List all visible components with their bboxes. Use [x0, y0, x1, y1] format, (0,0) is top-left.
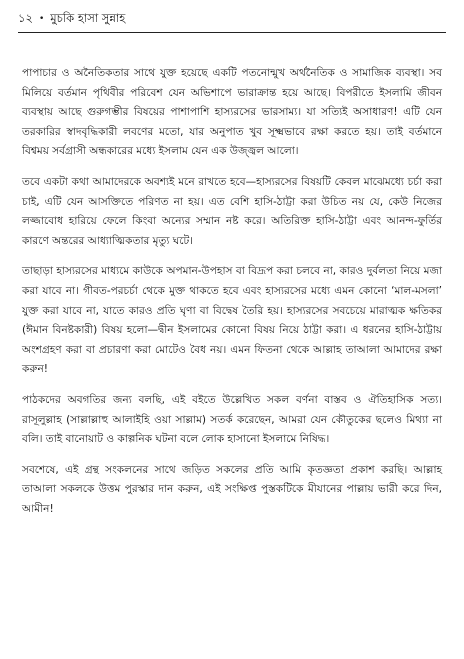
- paragraph-3: তাছাড়া হাস্যরসের মাধ্যমে কাউকে অপমান-উপহাস বা বিদ্রূপ করা চলবে না, কারও দুর্বলতা নিয়ে মজা করা যাবে না। গীবত-পরচর্চা থেকে মুক্ত থাকতে হবে এবং হাস্যরসের মধ্যে এমন কোনো ‘মাল-মসলা’ যুক্ত করা যাবে না, যাতে কারও প্রতি ঘৃণা বা বিদ্বেষ তৈরি হয়। হাস্যরসের সবচেয়ে মারাত্মক ক্ষতিকর (ঈমান বিনষ্টকারী) বিষয় হলো—দ্বীন ইসলামের কোনো বিষয় নিয়ে ঠাট্টা করা। এ ধরনের হাসি-ঠাট্টায় অংশগ্রহণ করা বা প্রচারণা করা মোটেও বৈধ নয়। এমন ফিতনা থেকে আল্লাহ তাআলা আমাদের রক্ষা করুন!: [22, 265, 442, 376]
- paragraph-4: পাঠকদের অবগতির জন্য বলছি, এই বইতে উল্লেখিত সকল বর্ণনা বাস্তব ও ঐতিহাসিক সত্য। রাসূলুল্লাহ (সাল্লাল্লাহু আলাইহি ওয়া সাল্লাম) সতর্ক করেছেন, আমরা যেন কৌতুকের ছলেও মিথ্যা না বলি। তাই বানোয়াট ও কাল্পনিক ঘটনা বলে লোক হাসানো ইসলামে নিষিদ্ধ।: [22, 393, 442, 446]
- body-text: [22, 64, 442, 530]
- book-title: মুচকি হাসা সুন্নাহ: [50, 10, 126, 25]
- bullet-separator: •: [38, 14, 45, 24]
- page-number: ১২: [18, 10, 33, 25]
- running-head: [18, 10, 446, 28]
- page: [18, 10, 446, 41]
- paragraph-1: পাপাচার ও অনৈতিকতার সাথে যুক্ত হয়েছে একটি পতনোন্মুখ অর্থনৈতিক ও সামাজিক ব্যবস্থা। সব মিলিয়ে বর্তমান পৃথিবীর পরিবেশ যেন অভিশাপে ভারাক্রান্ত হয়ে আছে। বিপরীতে ইসলামি জীবন ব্যবস্থায় আছে গুরুগম্ভীর বিষয়ের পাশাপাশি হাস্যরসের ভারসাম্য। যা সত্যিই অসাধারণ! এটি যেন তরকারির স্বাদবৃদ্ধিকারী লবণের মতো, যার অনুপাত খুব সূক্ষ্মভাবে রক্ষা করতে হয়। তাই বর্তমানে বিশ্বময় সর্বগ্রাসী অন্ধকারের মধ্যে ইসলাম যেন এক উজ্জ্বল আলো।: [22, 67, 442, 158]
- paragraph-2: তবে একটা কথা আমাদেরকে অবশ্যই মনে রাখতে হবে—হাস্যরসের বিষয়টি কেবল মাঝেমধ্যে চর্চা করা চাই, এটি যেন আসক্তিতে পরিণত না হয়। এত বেশি হাসি-ঠাট্টা করা উচিত নয় যে, কেউ নিজের লজ্জাবোধ হারিয়ে ফেলে কিংবা অন্যের সম্মান নষ্ট করে। অতিরিক্ত হাসি-ঠাট্টা এবং আনন্দ-ফুর্তির কারণে অন্তরের আধ্যাত্মিকতার মৃত্যু ঘটে।: [22, 175, 442, 247]
- header-rule: [18, 32, 446, 33]
- paragraph-5: সবশেষে, এই গ্রন্থ সংকলনের সাথে জড়িত সকলের প্রতি আমি কৃতজ্ঞতা প্রকাশ করছি। আল্লাহ তাআলা সকলকে উত্তম পুরস্কার দান করুন, এই সংক্ষিপ্ত পুস্তকটিকে মীযানের পাল্লায় ভারী করে দিন, আমীন!: [22, 463, 442, 515]
